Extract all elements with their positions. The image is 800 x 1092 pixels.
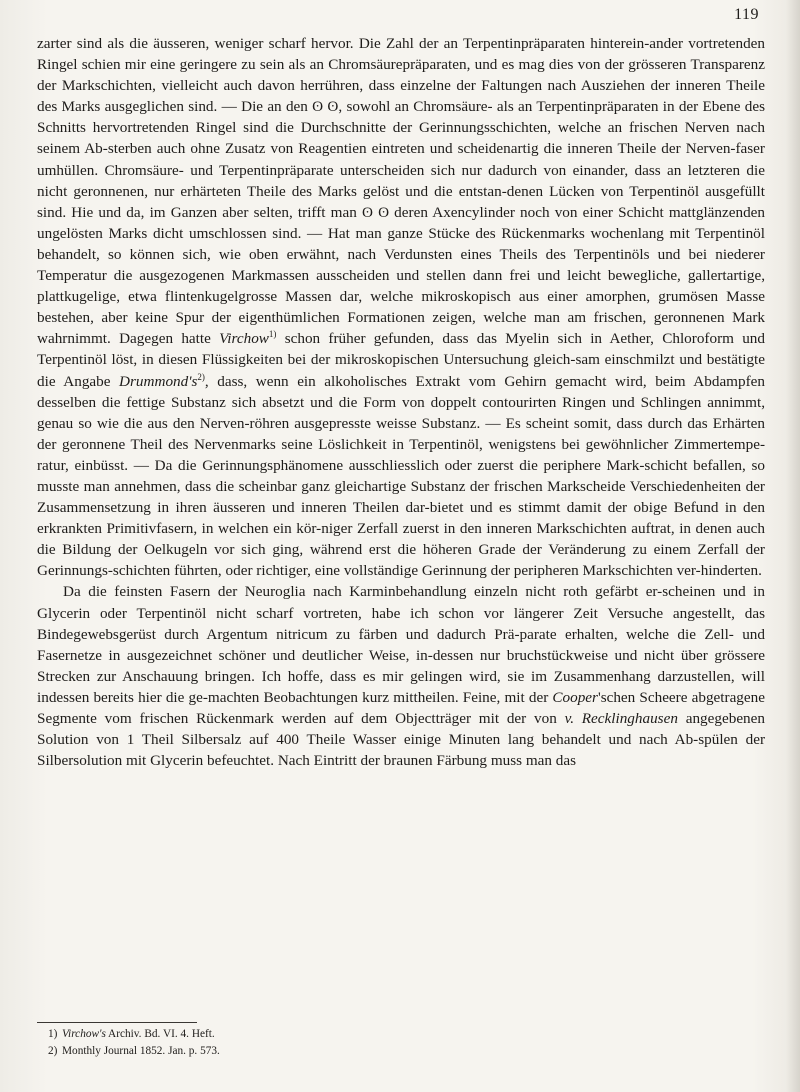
text-run: zarter sind als die äusseren, weniger scharf hervor. Die Zahl der an Terpentinpräparaten hinterein-ander vortretenden Ringel schien mir eine geringere zu sein als an Chromsäurepräparaten, und es mag dies von der grösseren Transparenz der Markschichten, vielleicht auch davon herrühren, dass einzelne der Faltungen nach Ausziehen der inneren Theile des Marks ausgeglichen sind. — Die an den ʘ ʘ, sowohl an Chromsäure- als an Terpentinpräparaten in der Ebene des Schnitts hervortretenden Ringel sind die Durchschnitte der Gerinnungsschichten, welche an frischen Nerven nach seinem Ab-sterben auch ohne Zusatz von Reagentien eintreten und scheidenartig die inneren Theile der Nerven-faser umhüllen. Chromsäure- und Terpentinpräparate unterscheiden sich nur dadurch von einander, dass an letzteren die nicht geronnenen, nur erhärteten Theile des Marks gelöst und die entstan-denen Lücken von Terpentinöl ausgefüllt sind. Hie und da, im Ganzen aber selten, trifft man ʘ ʘ deren Axencylinder noch von einer Schicht mattglänzenden ungelösten Marks dicht umschlossen sind. — Hat man ganze Stücke des Rückenmarks wochenlang mit Terpentinöl behandelt, so können sich, wie oben erwähnt, nach Verdunsten eines Theils des Terpentinöls und bei niederer Temperatur die ausgezogenen Markmassen ausscheiden und stellen dann frei und leicht bewegliche, gallertartige, plattkugelige, etwa flintenkugelgrosse Massen dar, welche mikroskopisch aus einer amorphen, grumösen Masse bestehen, aber keine Spur der eigenthümlichen Formationen zeigen, welche man am frischen, geronnenen Mark wahrnimmt. Dagegen hatte — [37, 35, 765, 348]
footnote-text: Archiv. Bd. VI. 4. Heft. — [105, 1028, 215, 1040]
footnote — [48, 1043, 748, 1060]
paragraph — [37, 581, 765, 771]
footnote — [48, 1026, 748, 1043]
text-run: schon früher gefunden, dass das Myelin sich in Aether, Chloroform und Terpentinöl löst, in diesen Flüssigkeiten bei der mikroskopischen Untersuchung gleich-sam einschmilzt und bestätigte die Angabe — [37, 330, 765, 390]
italic-name: Virchow — [219, 330, 269, 348]
page-edge-shadow — [786, 0, 800, 1092]
text-run: , dass, wenn ein alkoholisches Extrakt vom Gehirn gemacht wird, beim Abdampfen desselben die fettige Substanz sich absetzt und die Form von doppelt contourirten Ringen und Schlingen annimmt, genau so wie die aus den Nerven-röhren ausgepresste weisse Substanz. — Es scheint somit, dass durch das Erhärten der geronnene Theil des Nervenmarks seine Löslichkeit in Terpentinöl, wenigstens bei gewöhnlicher Zimmertempe-ratur, einbüsst. — Da die Gerinnungsphänomene ausschliesslich oder zuerst die periphere Mark-schicht befallen, so musste man annehmen, dass die scheinbar ganz gleichartige Substanz der frischen Markscheide Verschiedenheiten der Zusammensetzung in ihren äusseren und inneren Theilen dar-bietet und es stimmt damit der obige Befund in den erkrankten Primitivfasern, in welchen ein kör-niger Zerfall zuerst in den inneren Markschichten auftrat, in denen auch die Bildung der Oelkugeln vor sich ging, während erst die höheren Grade der Veränderung zu einem Zerfall der Gerinnungs-schichten führten, oder richtiger, eine vollständige Gerinnung der peripheren Markschichten ver-hinderten. — [37, 372, 765, 580]
italic-name: Drummond's — [119, 372, 198, 390]
footnote-number: 1) — [48, 1028, 58, 1040]
italic-name: Cooper — [552, 688, 598, 706]
footnote-divider — [37, 1022, 197, 1023]
body-text — [37, 33, 765, 771]
footnote-author: Virchow's — [62, 1028, 106, 1040]
text-run: Da die feinsten Fasern der Neuroglia nach Karminbehandlung einzeln nicht roth gefärbt er-scheinen und in Glycerin oder Terpentinöl nicht scharf vortreten, habe ich schon vor längerer Zeit Versuche angestellt, das Bindegewebsgerüst durch Argentum nitricum zu färben und dadurch Prä-parate erhalten, welche die Zell- und Fasernetze in ausgezeichnet schöner und deutlicher Weise, in-dessen nur bruchstückweise und nicht über grössere Strecken zur Anschauung bringen. Ich hoffe, dass es mir gelingen wird, sie im Zusammenhang darzustellen, will indessen bereits hier die ge-machten Beobachtungen kurz mittheilen. Feine, mit der — [37, 583, 765, 706]
footnote-number: 2) — [48, 1045, 58, 1057]
text-run: angegebenen Solution von 1 Theil Silbersalz auf 400 Theile Wasser einige Minuten lang behandelt und nach Ab-spülen der Silbersolution mit Glycerin befeuchtet. Nach Eintritt der braunen Färbung muss man das — [37, 710, 765, 770]
footnote-text: Monthly Journal 1852. Jan. p. 573. — [62, 1045, 220, 1057]
footnotes — [48, 1026, 748, 1060]
page-number: 119 — [734, 6, 759, 23]
footnote-ref: 1) — [268, 329, 277, 340]
paragraph — [37, 33, 765, 581]
text-run: 'schen Scheere abgetragene Segmente vom frischen Rückenmark werden auf dem Objectträger mit der von — [37, 688, 765, 727]
footnote-ref: 2) — [197, 371, 205, 382]
italic-name: v. Recklinghausen — [564, 710, 678, 727]
